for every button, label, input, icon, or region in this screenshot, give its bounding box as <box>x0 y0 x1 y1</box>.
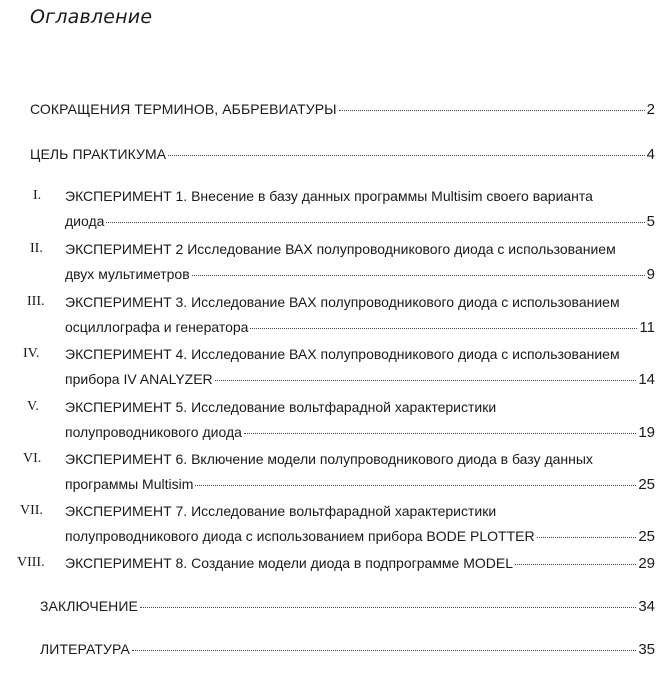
toc-page-number: 14 <box>638 371 655 388</box>
toc-entry-text: ЛИТЕРАТУРА <box>40 641 130 657</box>
toc-entry-exp5[interactable] <box>65 424 655 441</box>
toc-page-number: 25 <box>638 528 655 545</box>
toc-entry-exp4[interactable] <box>65 371 655 388</box>
toc-entry-line1: ЭКСПЕРИМЕНТ 8. Создание модели диода в подпрограмме MODEL <box>65 555 514 571</box>
toc-entry-line2: осциллографа и генератора <box>65 319 249 335</box>
toc-page-number: 11 <box>639 319 655 336</box>
toc-leader-dots <box>106 222 644 223</box>
toc-entry-line1[interactable]: ЭКСПЕРИМЕНТ 7. Исследование вольтфарадной характеристики <box>65 503 497 519</box>
toc-entry-line2: двух мультиметров <box>65 266 190 282</box>
toc-entry-text: ЗАКЛЮЧЕНИЕ <box>40 598 138 614</box>
toc-entry-line1[interactable]: ЭКСПЕРИМЕНТ 2 Исследование ВАХ полупроводникового диода с использованием <box>65 241 616 257</box>
toc-entry-line1[interactable]: ЭКСПЕРИМЕНТ 3. Исследование ВАХ полупроводникового диода с использованием <box>65 294 620 310</box>
toc-entry-text: ЦЕЛЬ ПРАКТИКУМА <box>30 146 167 162</box>
toc-page-number: 29 <box>638 555 655 572</box>
toc-entry-exp8[interactable] <box>65 555 655 572</box>
toc-page-number: 34 <box>638 598 655 615</box>
toc-entry-line1[interactable]: ЭКСПЕРИМЕНТ 1. Внесение в базу данных программы Multisim своего варианта <box>65 188 593 204</box>
toc-roman-numeral: VII. <box>20 503 43 518</box>
toc-entry-line2: полупроводникового диода <box>65 424 242 440</box>
toc-entry-line1[interactable]: ЭКСПЕРИМЕНТ 4. Исследование ВАХ полупроводникового диода с использованием <box>65 346 620 362</box>
toc-entry-exp1[interactable] <box>65 213 655 230</box>
toc-leader-dots <box>192 275 645 276</box>
toc-entry-line1[interactable]: ЭКСПЕРИМЕНТ 5. Исследование вольтфарадной характеристики <box>65 399 497 415</box>
toc-leader-dots <box>537 537 637 538</box>
toc-entry-line2: полупроводникового диода с использованием прибора BODE PLOTTER <box>65 528 535 544</box>
toc-page-number: 2 <box>646 101 655 118</box>
toc-heading: Оглавление <box>30 6 153 28</box>
toc-entry-line2: программы Multisim <box>65 476 194 492</box>
toc-page-number: 5 <box>646 213 655 230</box>
toc-roman-numeral: VI. <box>23 451 42 466</box>
toc-entry-text: СОКРАЩЕНИЯ ТЕРМИНОВ, АББРЕВИАТУРЫ <box>30 101 337 117</box>
toc-leader-dots <box>140 607 636 608</box>
toc-roman-numeral: III. <box>27 294 45 309</box>
toc-entry-goal[interactable] <box>30 146 655 163</box>
toc-leader-dots <box>250 328 637 329</box>
toc-leader-dots <box>515 564 636 565</box>
toc-leader-dots <box>168 155 644 156</box>
toc-entry-exp2[interactable] <box>65 266 655 283</box>
toc-entry-literature[interactable] <box>40 641 655 658</box>
toc-page-number: 35 <box>638 641 655 658</box>
toc-leader-dots <box>215 380 637 381</box>
toc-entry-exp3[interactable] <box>65 319 655 336</box>
toc-page-number: 19 <box>638 424 655 441</box>
toc-leader-dots <box>244 433 636 434</box>
toc-leader-dots <box>339 110 645 111</box>
toc-entry-abbreviations[interactable] <box>30 101 655 118</box>
toc-roman-numeral: I. <box>33 188 42 203</box>
toc-page-number: 25 <box>638 476 655 493</box>
toc-entry-line1[interactable]: ЭКСПЕРИМЕНТ 6. Включение модели полупроводникового диода в базу данных <box>65 451 593 467</box>
toc-page-number: 9 <box>646 266 655 283</box>
toc-roman-numeral: V. <box>27 399 39 414</box>
toc-page-number: 4 <box>646 146 655 163</box>
toc-entry-exp7[interactable] <box>65 528 655 545</box>
toc-roman-numeral: II. <box>30 241 43 256</box>
toc-roman-numeral: IV. <box>23 346 40 361</box>
toc-leader-dots <box>195 485 636 486</box>
toc-leader-dots <box>132 650 636 651</box>
toc-roman-numeral: VIII. <box>17 555 45 570</box>
toc-entry-conclusion[interactable] <box>40 598 655 615</box>
toc-entry-line2: диода <box>65 213 105 229</box>
toc-entry-exp6[interactable] <box>65 476 655 493</box>
toc-entry-line2: прибора IV ANALYZER <box>65 371 213 387</box>
